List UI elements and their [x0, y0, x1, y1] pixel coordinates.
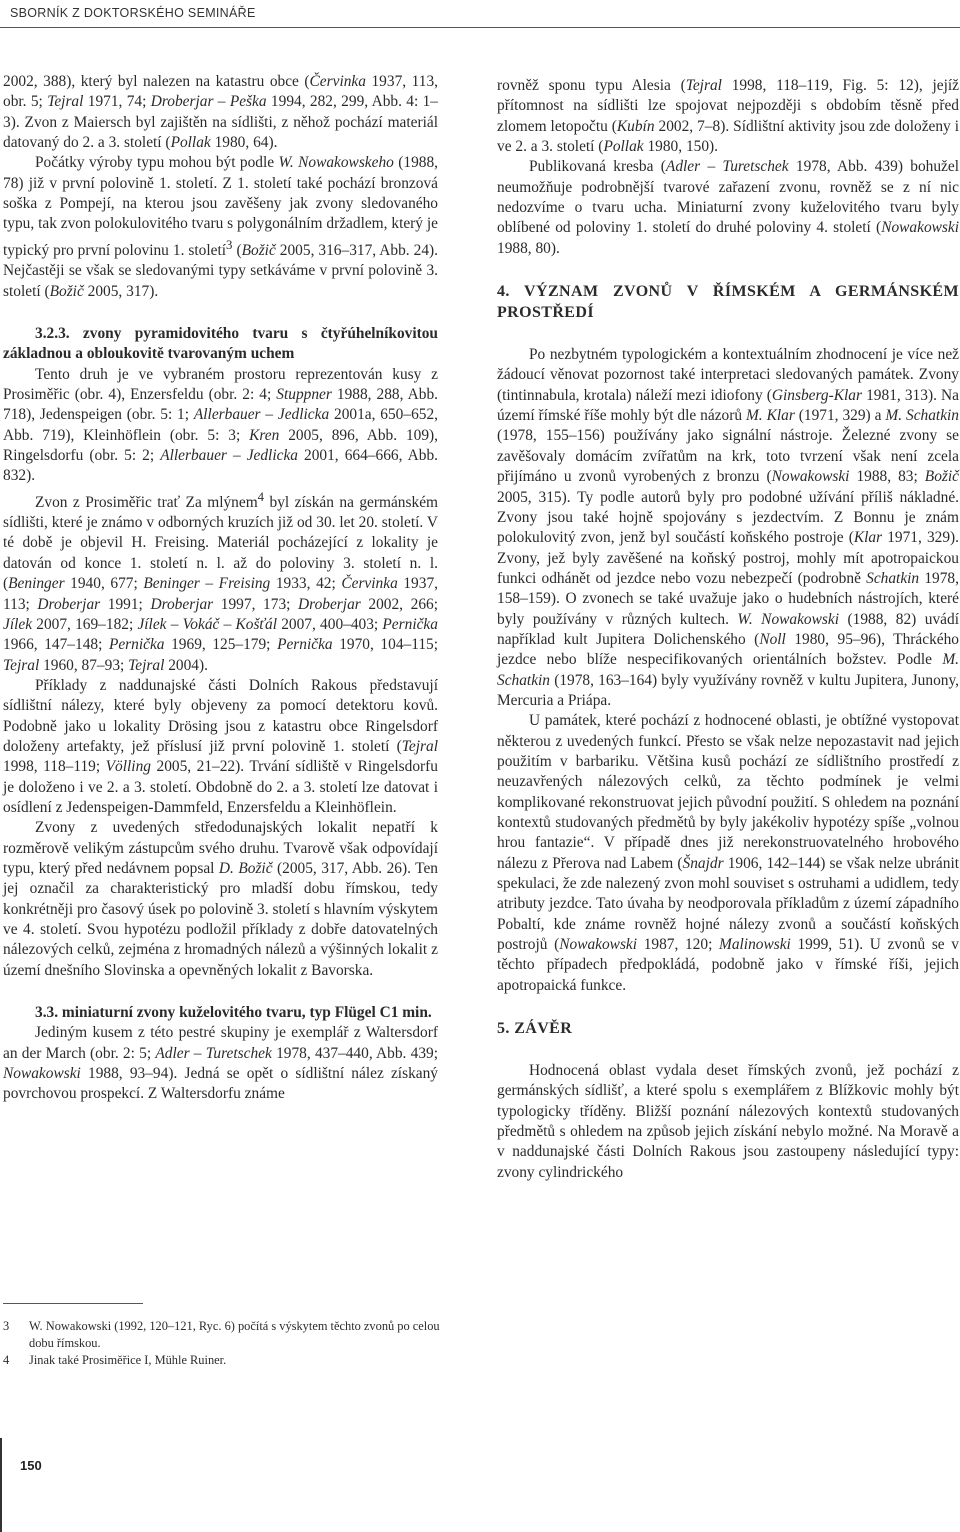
subsection-heading: 3.3. miniaturní zvony kuželovitého tvaru, typ Flügel C1 min.: [35, 1004, 432, 1022]
paragraph: Zvony z uvedených středodunajských lokalit nepatří k rozměrově velikým zástupcům svého druhu. Tvarově však odpovídají typu, který před nedávnem popsal D. Božič (2005, 317, Abb. 26). Ten jej označil za charakteristický pro mladší dobu římskou, tedy konkrétněji pro časový úsek po polovině 3. století s hlavním výskytem ve 4. století. Svou hypotézu podložil příklady z dobře datovatelných nálezových celků, zejména z hromadných nálezů a výšinných lokalit z území dnešního Slovinska a opevněných lokalit z Bavorska.: [3, 819, 438, 979]
right-column: [497, 76, 959, 1183]
footnote-number: 4: [3, 1353, 10, 1367]
paragraph: Zvon z Prosiměřic trať Za mlýnem$^4$ byl získán na germánském sídlišti, které je známo v odborných kruzích již od 30. let 20. století. V té době je objevil H. Freising. Materiál pocházející z lokality je datován od konce 1. století n. l. až do poloviny 3. století n. l. (Beninger 1940, 677; Beninger – Freising 1933, 42; Červinka 1937, 113; Droberjar 1991; Droberjar 1997, 173; Droberjar 2002, 266; Jílek 2007, 169–182; Jílek – Vokáč – Košťál 2007, 400–403; Pernička 1966, 147–148; Pernička 1969, 125–179; Pernička 1970, 104–115; Tejral 1960, 87–93; Tejral 2004).: [3, 489, 439, 674]
paragraph: Příklady z naddunajské části Dolních Rakous představují sídlištní nálezy, které byly objeveny za pomocí detektoru kovů. Podobně jako u lokality Drösing jsou z katastru obce Ringelsdorf doloženy artefakty, jež příslusí již první polovině 1. století (Tejral 1998, 118–119; Völling 2005, 21–22). Trvání sídliště v Ringelsdorfu je doloženo i ve 2. a 3. století. Obdobně do 2. a 3. století lze datovat i osídlení z Jedenspeigen-Dammfeld, Enzersfeldu a Kleinhöflein.: [3, 676, 438, 816]
footnote-text: Jinak také Prosiměřice I, Mühle Ruiner.: [29, 1353, 227, 1367]
footnote-number: 3: [3, 1319, 10, 1333]
section-heading: 4. VÝZNAM ZVONŮ V ŘÍMSKÉM A GERMÁNSKÉM PROSTŘEDÍ: [497, 283, 959, 322]
paragraph: Po nezbytném typologickém a kontextuálním zhodnocení je více než žádoucí věnovat pozornost také interpretaci sledovaných památek. Zvony (tintinnabula, krotala) náleží mezi idiofony (Ginsberg-Klar 1981, 313). Na území římské říše mohly být dle názorů M. Klar (1971, 329) a M. Schatkin (1978, 155–156) používány jako signální nástroje. Železné zvony se zavěšovaly domácím zvířatům na krk, toto tvrzení však není zcela přijímáno u zvonů vyrobených z bronzu (Nowakowski 1988, 83; Božič 2005, 315). Ty podle autorů byly pro podobné užívání příliš nákladné. Zvony jsou také hojně spojovány s jezdectvím. Z Bonnu je znám polokulovitý zvon, jenž byl součástí koňského postroje (Klar 1971, 329). Zvony, jež byly zavěšené na koňský postroj, mohly mít apotropaickou funkci odhánět od jezdce nebo vozu nebezpečí (podrobně Schatkin 1978, 158–159). O zvonech se také uvažuje jako o hudebních nástrojích, které byly používány v různých kultech. W. Nowakowski (1988, 82) uvádí například kult Jupitera Dolichenského (Noll 1980, 95–96), Thráckého jezdce nebo blíže nespecifikovaných orientálních božstev. Podle M. Schatkin (1978, 163–164) byly využívány rovněž v kultu Jupitera, Junony, Mercuria a Priápa.: [497, 346, 959, 709]
footnotes: [3, 1318, 465, 1369]
paragraph: U památek, které pochází z hodnocené oblasti, je obtížné vystopovat některou z uvedených funkcí. Přesto se však nelze nepozastavit nad jejich použitím v barbariku. Většina kusů pochází ze sídlištního prostředí z neuzavřených nálezových celků, za těchto podmínek je velmi komplikované rekonstruovat jejich původní použití. S ohledem na poznání kontextů studovaných předmětů by byly jakékoliv hypotézy spíše „volnou hrou fantazie“. V případě dnes již nerekonstruovatelného hrobového nálezu z Přerova nad Labem (Šnajdr 1906, 142–144) se však nelze ubránit spekulaci, že zde nalezený zvon mohl souviset s ostruhami a udidlem, tedy atributy jezdce. Tato úvaha by neodporovala příkladům z území západního Pobaltí, kde známe rovněž hojné nálezy zvonů a součástí koňských postrojů (Nowakowski 1987, 120; Malinowski 1999, 51). U zvonů se v těchto případech předpokládá, podobně jako v římské říši, jejich apotropaická funkce.: [497, 712, 959, 994]
section-heading: 5. ZÁVĚR: [497, 1020, 573, 1038]
running-header: SBORNÍK Z DOKTORSKÉHO SEMINÁŘE: [10, 6, 256, 20]
paragraph: rovněž sponu typu Alesia (Tejral 1998, 118–119, Fig. 5: 12), jejíž přítomnost na sídlišti lze spojovat nejpozději s obdobím těsně před zlomem letopočtu (Kubín 2002, 7–8). Sídlištní aktivity jsou zde doloženy i ve 2. a 3. století (Pollak 1980, 150).: [497, 77, 959, 156]
page-number: 150: [20, 1458, 42, 1473]
paragraph: Hodnocená oblast vydala deset římských zvonů, jež pochází z germánských sídlišť, a které spolu s exemplářem z Blížkovic mohly být typologicky tříděny. Bližší poznání nálezových kontextů studovaných předmětů s ohledem na způsob jejich získání nebylo možné. Na Moravě a v naddunajské části Dolních Rakous jsou zastoupeny následující typy: zvony cylindrického: [497, 1062, 959, 1181]
header-rule: [0, 27, 960, 28]
subsection-heading: 3.2.3. zvony pyramidovitého tvaru s čtyřúhelníkovitou základnou a obloukovitě tvarovaným uchem: [3, 324, 438, 363]
left-column: [3, 72, 438, 1105]
page-margin-bar: [0, 1438, 2, 1532]
footnote-rule: [3, 1303, 143, 1304]
footnote: [3, 1318, 465, 1352]
paragraph: Tento druh je ve vybraném prostoru reprezentován kusy z Prosiměřic (obr. 4), Enzersfeldu (obr. 2: 4; Stuppner 1988, 288, Abb. 718), Jedenspeigen (obr. 5: 1; Allerbauer – Jedlicka 2001a, 650–652, Abb. 719), Kleinhöflein (obr. 5: 3; Kren 2005, 896, Abb. 109), Ringelsdorfu (obr. 5: 2; Allerbauer – Jedlicka 2001, 664–666, Abb. 832).: [3, 365, 439, 485]
paragraph: Počátky výroby typu mohou být podle W. Nowakowskeho (1988, 78) již v první polovině 1. století. Z 1. století také pochází bronzová soška z Pompejí, na kterou jsou zavěšeny jak zvony sledovaného typu, tak zvon polokulovitého tvaru s polygonálním držadlem, který je typický pro první polovinu 1. století$^3$ (Božič 2005, 316–317, Abb. 24). Nejčastěji se však se sledovanými typy setkáváme v první polovině 3. století (Božič 2005, 317).: [3, 154, 439, 300]
paragraph: Jediným kusem z této pestré skupiny je exemplář z Waltersdorf an der March (obr. 2: 5; Adler – Turetschek 1978, 437–440, Abb. 439; Nowakowski 1988, 93–94). Jedná se opět o sídlištní nález získaný povrchovou prospekcí. Z Waltersdorfu známe: [3, 1024, 439, 1103]
footnote-text: W. Nowakowski (1992, 120–121, Ryc. 6) počítá s výskytem těchto zvonů po celou dobu římskou.: [29, 1319, 440, 1350]
paragraph: 2002, 388), který byl nalezen na katastru obce (Červinka 1937, 113, obr. 5; Tejral 1971, 74; Droberjar – Peška 1994, 282, 299, Abb. 4: 1–3). Zvon z Maiersch byl zajištěn na sídlišti, z něhož pochází materiál datovaný do 2. a 3. století (Pollak 1980, 64).: [3, 73, 439, 152]
footnote: [3, 1352, 465, 1369]
paragraph: Publikovaná kresba (Adler – Turetschek 1978, Abb. 439) bohužel neumožňuje podrobnější tvarové zařazení zvonu, rovněž se z ní nic nedozvíme o tvaru ucha. Miniaturní zvony kuželovitého tvaru byly oblíbené od poloviny 1. století do druhé poloviny 4. století (Nowakowski 1988, 80).: [497, 158, 959, 257]
